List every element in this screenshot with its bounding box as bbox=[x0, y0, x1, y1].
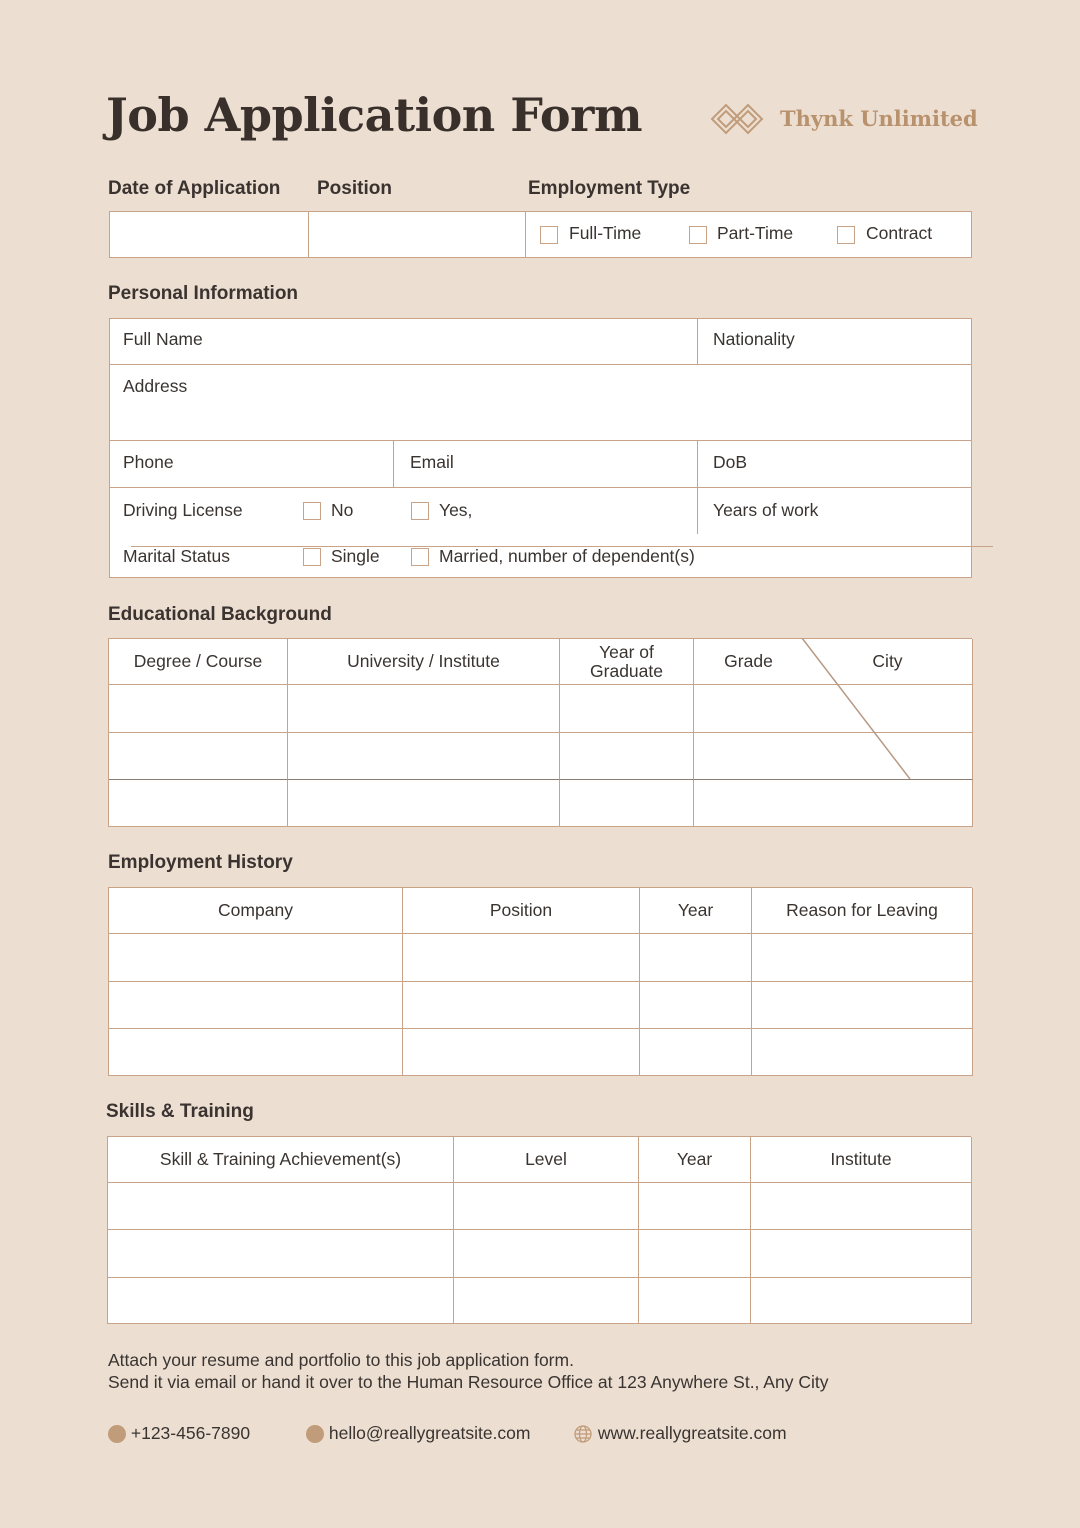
footer-note-line2: Send it via email or hand it over to the Human Resource Office at 123 Anywhere St., Any City bbox=[108, 1372, 829, 1392]
educational-background-heading: Educational Background bbox=[108, 604, 332, 625]
table-cell[interactable] bbox=[560, 685, 694, 733]
employment-table bbox=[108, 887, 972, 1076]
column-header: University / Institute bbox=[288, 639, 560, 685]
table-cell[interactable] bbox=[108, 1230, 454, 1278]
column-header: Reason for Leaving bbox=[752, 888, 973, 934]
column-header: Degree / Course bbox=[109, 639, 288, 685]
email-field[interactable]: Email bbox=[410, 452, 454, 472]
table-cell[interactable] bbox=[639, 1230, 751, 1278]
column-header: Company bbox=[109, 888, 403, 934]
column-header: Institute bbox=[751, 1137, 972, 1183]
table-cell[interactable] bbox=[108, 1278, 454, 1324]
table-cell[interactable] bbox=[751, 1230, 972, 1278]
part-time-label: Part-Time bbox=[717, 223, 794, 243]
table-cell[interactable] bbox=[752, 982, 973, 1029]
table-cell[interactable] bbox=[288, 685, 560, 733]
column-header: City bbox=[803, 639, 973, 685]
table-cell[interactable] bbox=[454, 1278, 639, 1324]
full-time-label: Full-Time bbox=[569, 223, 642, 243]
table-cell[interactable] bbox=[109, 733, 288, 780]
table-cell[interactable] bbox=[694, 780, 803, 827]
table-cell[interactable] bbox=[640, 934, 752, 982]
table-cell[interactable] bbox=[751, 1183, 972, 1230]
date-of-application-input[interactable] bbox=[111, 213, 308, 256]
phone-icon bbox=[108, 1425, 126, 1443]
contract-checkbox[interactable] bbox=[837, 226, 855, 244]
phone-field[interactable]: Phone bbox=[123, 452, 174, 472]
employment-history-heading: Employment History bbox=[108, 852, 293, 873]
table-cell[interactable] bbox=[403, 934, 640, 982]
brand-name: Thynk Unlimited bbox=[780, 106, 978, 131]
mail-icon bbox=[306, 1425, 324, 1443]
married-checkbox[interactable] bbox=[411, 548, 429, 566]
column-header: Grade bbox=[694, 639, 803, 685]
column-header: Level bbox=[454, 1137, 639, 1183]
married-label: Married, number of dependent(s) bbox=[439, 546, 695, 566]
table-cell[interactable] bbox=[694, 733, 803, 780]
contact-website[interactable]: www.reallygreatsite.com bbox=[597, 1423, 787, 1443]
employment-type-label: Employment Type bbox=[528, 178, 691, 199]
driving-license-label: Driving License bbox=[123, 500, 243, 520]
table-cell[interactable] bbox=[639, 1183, 751, 1230]
single-label: Single bbox=[331, 546, 380, 566]
skills-table bbox=[107, 1136, 971, 1324]
diagonal-line bbox=[800, 638, 914, 781]
table-cell[interactable] bbox=[109, 685, 288, 733]
table-cell[interactable] bbox=[454, 1230, 639, 1278]
position-label: Position bbox=[317, 178, 392, 199]
table-cell[interactable] bbox=[560, 780, 694, 827]
table-cell[interactable] bbox=[109, 780, 288, 827]
column-header: Year bbox=[640, 888, 752, 934]
table-cell[interactable] bbox=[109, 982, 403, 1029]
table-cell[interactable] bbox=[694, 685, 803, 733]
table-cell[interactable] bbox=[108, 1183, 454, 1230]
globe-icon bbox=[573, 1424, 593, 1444]
driving-license-no-checkbox[interactable] bbox=[303, 502, 321, 520]
nationality-field[interactable]: Nationality bbox=[713, 329, 795, 349]
contact-phone: +123-456-7890 bbox=[130, 1423, 251, 1443]
driving-license-yes-checkbox[interactable] bbox=[411, 502, 429, 520]
dob-field[interactable]: DoB bbox=[713, 452, 748, 472]
contract-label: Contract bbox=[866, 223, 933, 243]
table-cell[interactable] bbox=[403, 982, 640, 1029]
skills-training-heading: Skills & Training bbox=[106, 1101, 254, 1122]
table-cell[interactable] bbox=[403, 1029, 640, 1076]
single-checkbox[interactable] bbox=[303, 548, 321, 566]
full-name-field[interactable]: Full Name bbox=[123, 329, 203, 349]
column-header: Year bbox=[639, 1137, 751, 1183]
date-of-application-label: Date of Application bbox=[108, 178, 281, 199]
personal-information-table bbox=[109, 318, 972, 578]
table-cell[interactable] bbox=[639, 1278, 751, 1324]
table-cell[interactable] bbox=[288, 780, 560, 827]
no-label: No bbox=[331, 500, 354, 520]
personal-information-heading: Personal Information bbox=[108, 283, 299, 304]
table-cell[interactable] bbox=[454, 1183, 639, 1230]
column-header: Skill & Training Achievement(s) bbox=[108, 1137, 454, 1183]
column-header: Year of Graduate bbox=[560, 639, 694, 685]
table-cell[interactable] bbox=[640, 1029, 752, 1076]
column-header: Position bbox=[403, 888, 640, 934]
table-cell[interactable] bbox=[560, 733, 694, 780]
position-input[interactable] bbox=[310, 213, 525, 256]
years-of-work-field[interactable]: Years of work bbox=[713, 500, 819, 520]
footer-note-line1: Attach your resume and portfolio to this job application form. bbox=[108, 1350, 574, 1370]
table-cell[interactable] bbox=[109, 934, 403, 982]
table-cell[interactable] bbox=[751, 1278, 972, 1324]
table-cell[interactable] bbox=[752, 1029, 973, 1076]
page-title: Job Application Form bbox=[106, 88, 643, 142]
table-cell[interactable] bbox=[288, 733, 560, 780]
marital-status-label: Marital Status bbox=[123, 546, 230, 566]
contact-email[interactable]: hello@reallygreatsite.com bbox=[328, 1423, 531, 1443]
address-field[interactable]: Address bbox=[123, 376, 188, 396]
brand-logo-icon bbox=[710, 98, 764, 140]
table-cell[interactable] bbox=[803, 780, 973, 827]
table-cell[interactable] bbox=[640, 982, 752, 1029]
full-time-checkbox[interactable] bbox=[540, 226, 558, 244]
yes-label: Yes, bbox=[439, 500, 473, 520]
part-time-checkbox[interactable] bbox=[689, 226, 707, 244]
table-cell[interactable] bbox=[752, 934, 973, 982]
table-cell[interactable] bbox=[109, 1029, 403, 1076]
